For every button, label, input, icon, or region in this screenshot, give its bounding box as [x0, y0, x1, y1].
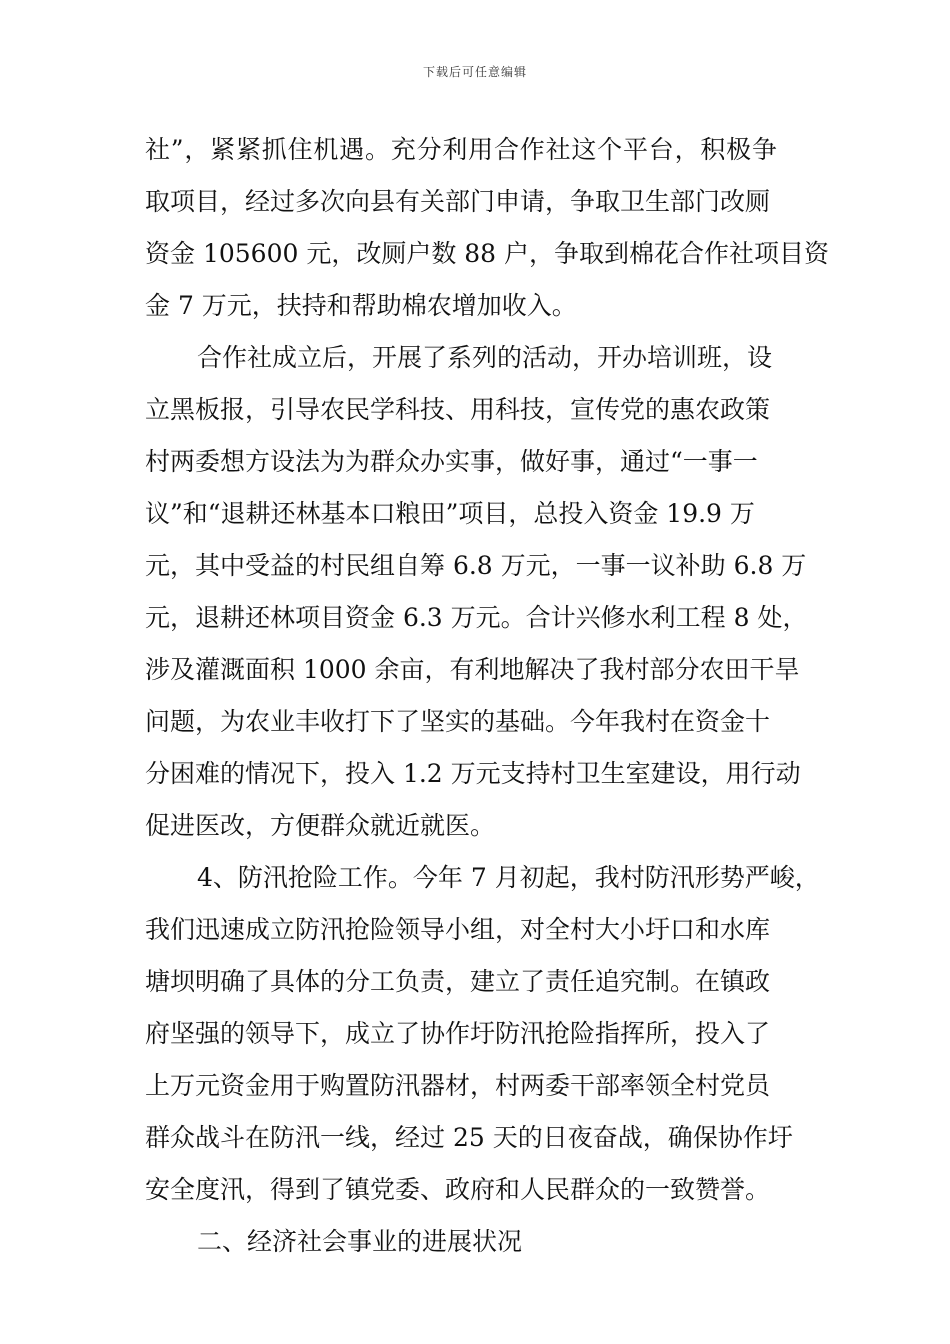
text-line: 议”和“退耕还林基本口粮田”项目，总投入资金 19.9 万: [145, 499, 755, 528]
paragraph-first-line: 4、防汛抢险工作。今年 7 月初起，我村防汛形势严峻，: [197, 863, 820, 892]
section-heading: 二、经济社会事业的进展状况: [197, 1227, 523, 1256]
text-line: 取项目，经过多次向县有关部门申请，争取卫生部门改厕: [145, 187, 771, 216]
text-line: 村两委想方设法为为群众办实事，做好事，通过“一事一: [145, 447, 758, 476]
text-line: 问题，为农业丰收打下了坚实的基础。今年我村在资金十: [145, 707, 771, 736]
text-line: 府坚强的领导下，成立了协作圩防汛抢险指挥所，投入了: [145, 1019, 771, 1048]
text-line: 上万元资金用于购置防汛器材，村两委干部率领全村党员: [145, 1071, 771, 1100]
text-line: 立黑板报，引导农民学科技、用科技，宣传党的惠农政策: [145, 395, 771, 424]
page-header: 下载后可任意编辑: [422, 65, 527, 79]
text-line: 群众战斗在防汛一线，经过 25 天的日夜奋战，确保协作圩: [145, 1123, 793, 1152]
text-line: 安全度汛，得到了镇党委、政府和人民群众的一致赞誉。: [145, 1175, 771, 1204]
text-line: 分困难的情况下，投入 1.2 万元支持村卫生室建设，用行动: [145, 759, 801, 788]
text-line: 促进医改，方便群众就近就医。: [145, 811, 496, 840]
text-line: 资金 105600 元，改厕户数 88 户，争取到棉花合作社项目资: [145, 239, 830, 268]
text-line: 我们迅速成立防汛抢险领导小组，对全村大小圩口和水库: [145, 915, 771, 944]
text-line: 社”，紧紧抓住机遇。充分利用合作社这个平台，积极争: [145, 135, 778, 164]
text-line: 塘坝明确了具体的分工负责，建立了责任追究制。在镇政: [145, 967, 771, 996]
paragraph-first-line: 合作社成立后，开展了系列的活动，开办培训班，设: [197, 343, 773, 372]
document-body: [145, 124, 835, 1268]
text-line: 元，退耕还林项目资金 6.3 万元。合计兴修水利工程 8 处，: [145, 603, 808, 632]
text-line: 元，其中受益的村民组自筹 6.8 万元，一事一议补助 6.8 万: [145, 551, 807, 580]
text-line: 金 7 万元，扶持和帮助棉农增加收入。: [145, 291, 577, 320]
text-line: 涉及灌溉面积 1000 余亩，有利地解决了我村部分农田干旱: [145, 655, 800, 684]
